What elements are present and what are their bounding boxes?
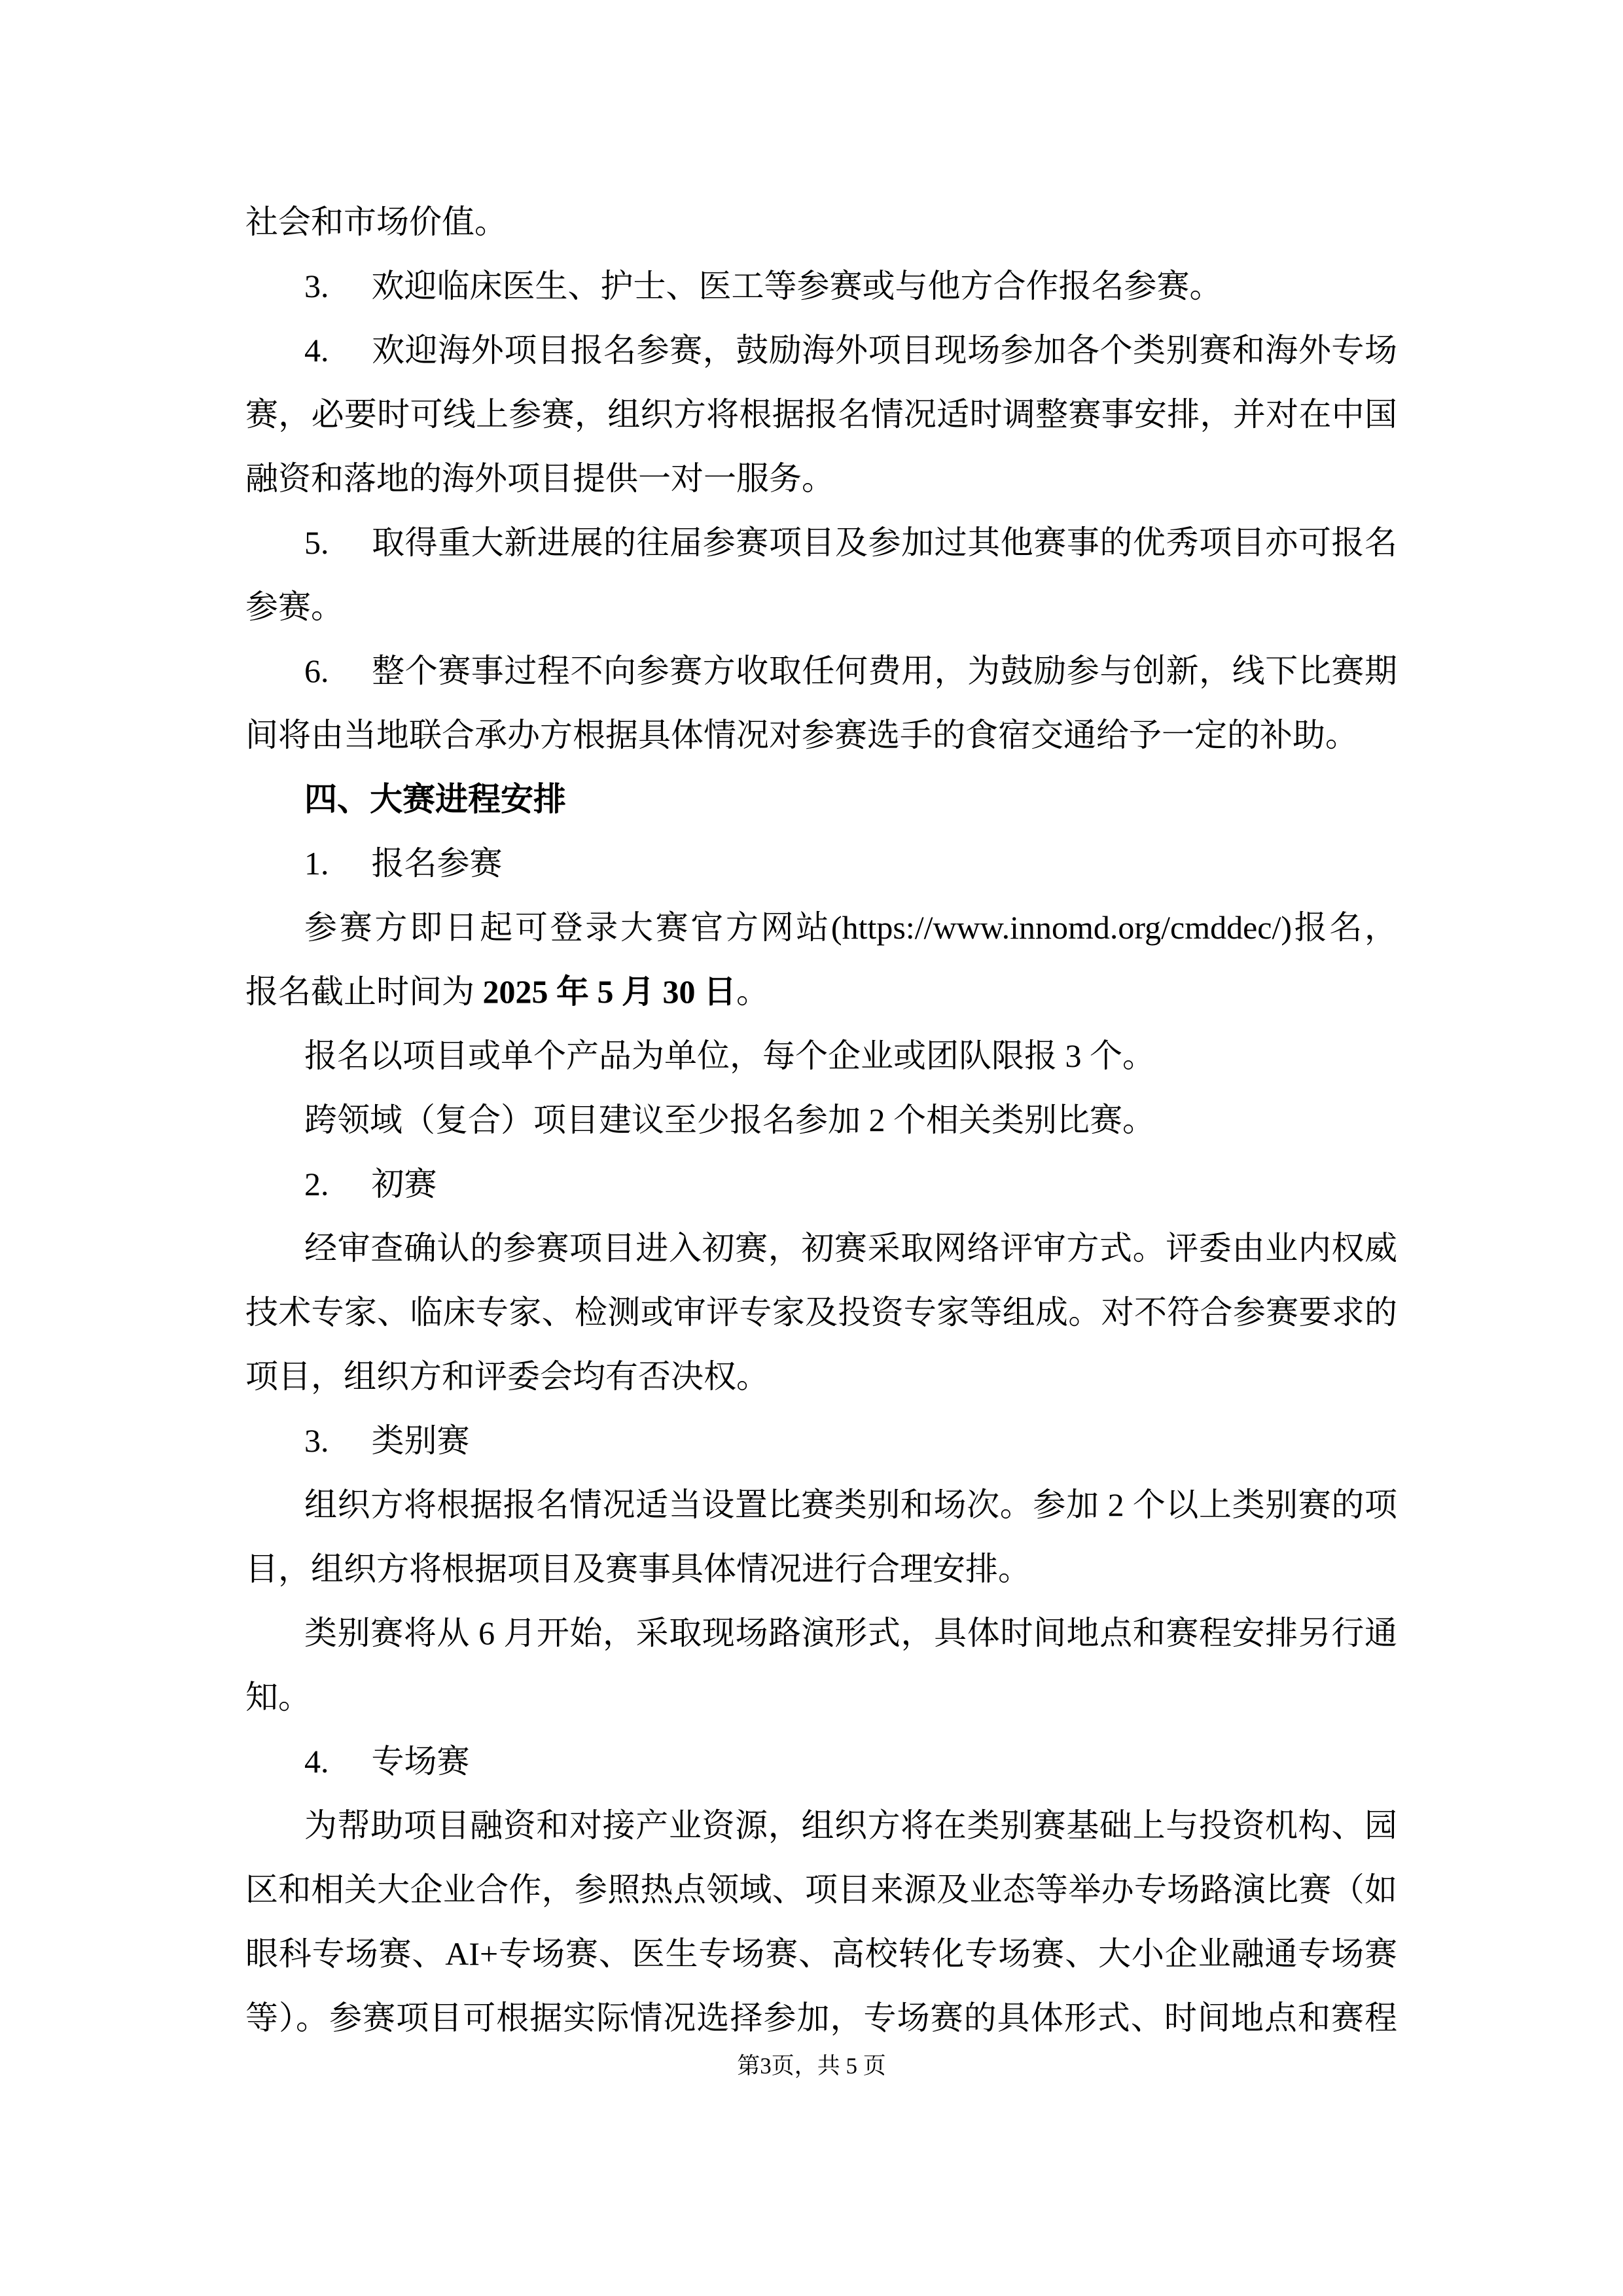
document-content [245, 190, 1397, 2050]
list-number: 4. [304, 332, 329, 368]
text-line [245, 1793, 1397, 1857]
numbered-list-line [245, 1729, 1397, 1793]
text-line [245, 1665, 1397, 1729]
line-text: 。 [736, 973, 769, 1010]
line-text: 取得重大新进展的往届参赛项目及参加过其他赛事的优秀项目亦可报名 [371, 524, 1397, 561]
text-line [245, 382, 1397, 446]
line-text: 专场赛 [371, 1743, 470, 1780]
text-line [245, 1216, 1397, 1280]
list-number: 6. [304, 653, 329, 689]
text-line [245, 1344, 1397, 1408]
numbered-list-line [245, 639, 1397, 703]
line-text: 报名以项目或单个产品为单位，每个企业或团队限报 3 个。 [304, 1037, 1155, 1074]
numbered-list-line [245, 511, 1397, 575]
line-text: 报名参赛 [371, 845, 503, 882]
line-text: 参赛方即日起可登录大赛官方网站(https://www.innomd.org/cmddec/)报名， [304, 909, 1397, 946]
line-text: 参赛。 [245, 588, 344, 625]
line-text: 等）。参赛项目可根据实际情况选择参加，专场赛的具体形式、时间地点和赛程 [245, 2000, 1397, 2036]
list-number: 3. [304, 1422, 329, 1459]
text-line [245, 1280, 1397, 1344]
line-text: 欢迎临床医生、护士、医工等参赛或与他方合作报名参赛。 [371, 268, 1222, 304]
text-line [245, 1922, 1397, 1986]
line-text: 经审查确认的参赛项目进入初赛，初赛采取网络评审方式。评委由业内权威 [304, 1230, 1397, 1266]
line-text: 报名截止时间为 [245, 973, 483, 1010]
line-text: 整个赛事过程不向参赛方收取任何费用，为鼓励参与创新，线下比赛期 [371, 653, 1397, 689]
line-text: 类别赛将从 6 月开始，采取现场路演形式，具体时间地点和赛程安排另行通 [304, 1615, 1397, 1651]
text-line [245, 895, 1397, 960]
list-number: 4. [304, 1743, 329, 1780]
page-footer: 第3页，共 5 页 [737, 2053, 886, 2079]
text-line [245, 190, 1397, 254]
text-line [245, 446, 1397, 511]
line-text: 技术专家、临床专家、检测或审评专家及投资专家等组成。对不符合参赛要求的 [245, 1294, 1397, 1331]
line-text: 融资和落地的海外项目提供一对一服务。 [245, 460, 834, 497]
list-number: 2. [304, 1166, 329, 1202]
text-line [245, 960, 1397, 1024]
text-line [245, 1601, 1397, 1665]
text-line [245, 1857, 1397, 1922]
line-text: 眼科专场赛、AI+专场赛、医生专场赛、高校转化专场赛、大小企业融通专场赛 [245, 1935, 1397, 1972]
line-text: 间将由当地联合承办方根据具体情况对参赛选手的食宿交通给予一定的补助。 [245, 717, 1358, 753]
line-text: 社会和市场价值。 [245, 204, 507, 240]
line-text: 类别赛 [371, 1422, 470, 1459]
numbered-list-line [245, 318, 1397, 382]
text-line [245, 1537, 1397, 1601]
numbered-list-line [245, 1152, 1397, 1216]
text-line [245, 575, 1397, 639]
text-line [245, 1986, 1397, 2050]
numbered-list-line [245, 831, 1397, 895]
list-number: 3. [304, 268, 329, 304]
list-number: 1. [304, 845, 329, 882]
line-text: 赛，必要时可线上参赛，组织方将根据报名情况适时调整赛事安排，并对在中国 [245, 396, 1397, 433]
line-text: 为帮助项目融资和对接产业资源，组织方将在类别赛基础上与投资机构、园 [304, 1807, 1397, 1844]
line-text: 跨领域（复合）项目建议至少报名参加 2 个相关类别比赛。 [304, 1102, 1155, 1138]
text-line [245, 1024, 1397, 1088]
line-text: 知。 [245, 1679, 311, 1715]
line-text: 初赛 [371, 1166, 437, 1202]
line-text: 项目，组织方和评委会均有否决权。 [245, 1358, 769, 1395]
line-text: 目，组织方将根据项目及赛事具体情况进行合理安排。 [245, 1551, 1031, 1587]
numbered-list-line [245, 1408, 1397, 1473]
numbered-list-line [245, 254, 1397, 318]
bold-text: 2025 年 5 月 30 日 [482, 973, 736, 1010]
section-heading-line [245, 767, 1397, 831]
text-line [245, 1473, 1397, 1537]
line-text: 欢迎海外项目报名参赛，鼓励海外项目现场参加各个类别赛和海外专场 [371, 332, 1397, 368]
text-line [245, 1088, 1397, 1152]
line-text: 组织方将根据报名情况适当设置比赛类别和场次。参加 2 个以上类别赛的项 [304, 1486, 1397, 1523]
line-text: 区和相关大企业合作，参照热点领域、项目来源及业态等举办专场路演比赛（如 [245, 1871, 1397, 1908]
list-number: 5. [304, 524, 329, 561]
text-line [245, 703, 1397, 767]
bold-text: 四、大赛进程安排 [304, 781, 566, 817]
